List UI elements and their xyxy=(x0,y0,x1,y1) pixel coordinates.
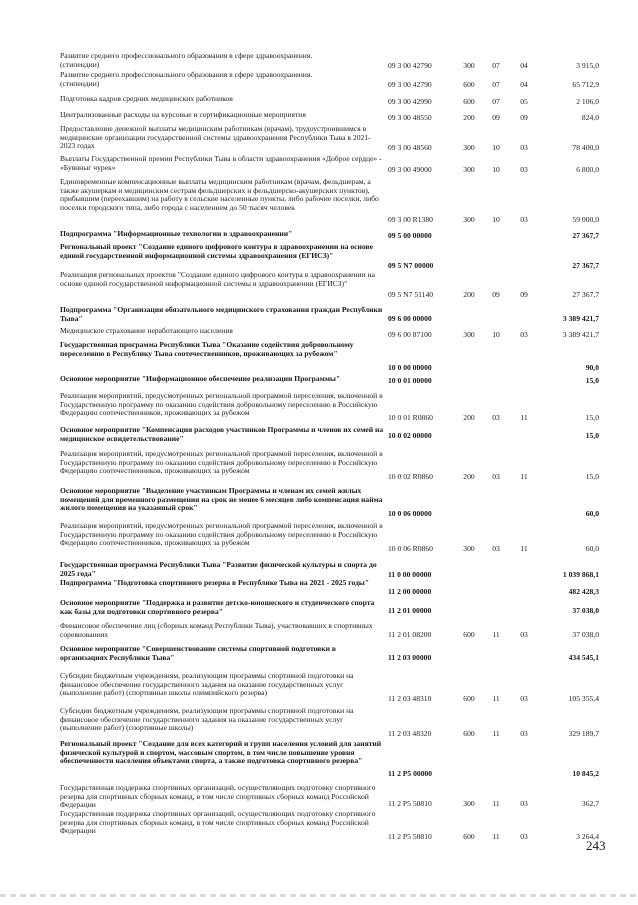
row-expense-type: 200 xyxy=(463,472,475,481)
row-description: Региональный проект "Создание для всех категорий и групп населения условий для занятий физической культурой и спортом, массовым спортом, в том числе повышение уровня обеспеченности населения объектами спорта, а также подготовка спортивного резерва" xyxy=(60,739,382,766)
row-section-code: 09 xyxy=(492,290,500,299)
row-target-code: 11 2 P5 50810 xyxy=(388,799,432,808)
row-amount: 27 367,7 xyxy=(572,290,599,299)
row-description: Основное мероприятие "Совершенствование системы спортивной подготовки в организациях Республики Тыва" xyxy=(60,644,337,662)
row-target-code: 11 2 P5 50810 xyxy=(388,832,432,841)
row-target-code: 10 0 06 R0860 xyxy=(388,544,433,553)
row-expense-type: 600 xyxy=(463,97,475,106)
row-expense-type: 200 xyxy=(463,413,475,422)
row-section-code: 03 xyxy=(492,413,500,422)
row-amount: 90,0 xyxy=(585,363,599,372)
row-section-code: 03 xyxy=(492,472,500,481)
row-amount: 15,0 xyxy=(585,431,599,440)
row-target-code: 11 2 P5 00000 xyxy=(388,769,433,778)
row-amount: 15,0 xyxy=(585,413,599,422)
row-amount: 3 915,0 xyxy=(576,61,599,70)
row-amount: 434 545,1 xyxy=(568,653,599,662)
row-expense-type: 200 xyxy=(463,113,475,122)
row-target-code: 09 3 00 42790 xyxy=(388,80,432,89)
row-subsection-code: 09 xyxy=(520,113,528,122)
row-expense-type: 600 xyxy=(463,832,475,841)
row-description: Развитие среднего профессионального образования в сфере здравоохранения. (стипендии) xyxy=(60,51,313,69)
row-amount: 2 106,0 xyxy=(576,97,599,106)
row-target-code: 11 2 01 00000 xyxy=(388,606,432,615)
row-subsection-code: 03 xyxy=(520,799,528,808)
row-subsection-code: 11 xyxy=(520,472,528,481)
row-subsection-code: 03 xyxy=(520,215,528,224)
row-amount: 482 428,3 xyxy=(568,587,599,596)
row-expense-type: 300 xyxy=(463,165,475,174)
row-description: Подпрограмма "Информационные технологии в здравоохранении" xyxy=(60,229,293,238)
row-amount: 37 038,0 xyxy=(572,630,599,639)
row-amount: 15,0 xyxy=(585,376,599,385)
row-amount: 60,0 xyxy=(585,544,599,553)
row-description: Предоставление денежной выплаты медицинским работникам (врачам), трудоустроившимся в медицинские организации государственной системы здравоохранения Республики Тыва в 2021-2023 годах xyxy=(60,124,371,151)
row-description: Реализация региональных проектов "Создание единого цифрового контура в здравоохранении на основе единой государственной информационной системы в здравоохранении (ЕГИСЗ)" xyxy=(60,270,375,288)
row-subsection-code: 03 xyxy=(520,729,528,738)
row-description: Основное мероприятие "Выделение участникам Программы и членам их семей жилых помещений для временного размещения на срок не менее 6 месяцев либо компенсация найма жилого помещения на указанный срок" xyxy=(60,486,383,513)
row-subsection-code: 09 xyxy=(520,290,528,299)
row-description: Подпрограмма "Подготовка спортивного резерва в Республике Тыва на 2021 - 2025 годы" xyxy=(60,578,370,587)
row-target-code: 09 5 N7 51140 xyxy=(388,290,434,299)
row-expense-type: 300 xyxy=(463,544,475,553)
row-amount: 59 000,0 xyxy=(572,215,599,224)
row-description: Государственная программа Республики Тыва "Оказание содействия добровольному переселению в Республику Тыва соотечественников, проживающих за рубежом" xyxy=(60,340,354,358)
row-expense-type: 600 xyxy=(463,694,475,703)
row-amount: 10 845,2 xyxy=(572,769,599,778)
row-section-code: 07 xyxy=(492,97,500,106)
row-amount: 362,7 xyxy=(581,799,599,808)
scan-edge-artifact xyxy=(0,894,638,897)
row-section-code: 11 xyxy=(492,799,500,808)
row-section-code: 11 xyxy=(492,832,500,841)
row-description: Финансовое обеспечение лиц (сборных команд Республики Тыва), участвовавших в спортивных соревнованиях xyxy=(60,621,373,639)
row-description: Субсидии бюджетным учреждениям, реализующим программы спортивной подготовки на финансовое обеспечение государственного задания на оказание государственных услуг (выполнение работ) (спортивные школы олимпийского резерва) xyxy=(60,671,354,698)
row-description: Государственная поддержка спортивных организаций, осуществляющих подготовку спортивного резерва для спортивных сборных команд, в том числе спортивных сборных команд Российской Федерации xyxy=(60,783,376,810)
row-description: Выплаты Государственной премии Республики Тыва в области здравоохранения «Доброе сердце» - «Буянныг чурек» xyxy=(60,154,382,172)
row-section-code: 11 xyxy=(492,694,500,703)
row-amount: 824,0 xyxy=(581,113,599,122)
row-target-code: 09 6 00 00000 xyxy=(388,314,432,323)
row-amount: 329 189,7 xyxy=(568,729,599,738)
row-description: Основное мероприятие "Информационное обеспечение реализации Программы" xyxy=(60,374,341,383)
row-amount: 27 367,7 xyxy=(572,231,599,240)
row-expense-type: 300 xyxy=(463,61,475,70)
row-target-code: 09 3 00 48560 xyxy=(388,143,432,152)
row-target-code: 11 2 03 48320 xyxy=(388,729,432,738)
row-amount: 27 367,7 xyxy=(572,261,599,270)
row-section-code: 07 xyxy=(492,61,500,70)
row-target-code: 10 0 00 00000 xyxy=(388,363,432,372)
row-description: Государственная поддержка спортивных организаций, осуществляющих подготовку спортивного резерва для спортивных сборных команд, в том числе спортивных сборных команд Российской Федерации xyxy=(60,809,376,836)
row-section-code: 11 xyxy=(492,630,500,639)
row-description: Основное мероприятие "Поддержка и развитие детско-юношеского и студенческого спорта как базы для подготовки спортивного резерва" xyxy=(60,598,375,616)
row-target-code: 11 2 01 08200 xyxy=(388,630,432,639)
row-subsection-code: 05 xyxy=(520,97,528,106)
row-target-code: 09 3 00 42790 xyxy=(388,61,432,70)
row-description: Региональный проект "Создание единого цифрового контура в здравоохранении на основе единой государственной информационной системы здравоохранения (ЕГИСЗ)" xyxy=(60,242,374,260)
row-description: Централизованные расходы на курсовые и сертификационные мероприятия xyxy=(60,110,306,119)
row-description: Развитие среднего профессионального образования в сфере здравоохранения. (стипендии) xyxy=(60,70,313,88)
row-amount: 3 389 421,7 xyxy=(562,330,599,339)
row-target-code: 09 3 00 42990 xyxy=(388,97,432,106)
row-amount: 3 389 421,7 xyxy=(562,314,599,323)
row-description: Государственная программа Республики Тыва "Развитие физической культуры и спорта до 2025 года" xyxy=(60,560,377,578)
row-subsection-code: 03 xyxy=(520,165,528,174)
row-subsection-code: 11 xyxy=(520,413,528,422)
row-description: Подготовка кадров средних медицинских работников xyxy=(60,94,233,103)
row-description: Единовременные компенсационные выплаты медицинским работникам (врачам, фельдшерам, а также акушеркам и медицинским сестрам фельдшерских и фельдшерско-акушерских пунктов), прибывшим (переехавшим) на работу в сельские населенные пункты, либо рабочие поселки, либо поселки городского типа, либо города с населением до 50 тысяч человек xyxy=(60,177,379,212)
row-expense-type: 200 xyxy=(463,290,475,299)
row-amount: 37 038,0 xyxy=(572,606,599,615)
row-description: Реализация мероприятий, предусмотренных региональной программой переселения, включенной в Государственную программу по оказанию содействия добровольному переселению в Российскую Федерацию соотечественников, проживающих за рубежом xyxy=(60,391,383,418)
row-subsection-code: 04 xyxy=(520,80,528,89)
row-subsection-code: 03 xyxy=(520,330,528,339)
row-target-code: 09 3 00 48550 xyxy=(388,113,432,122)
row-amount: 105 355,4 xyxy=(568,694,599,703)
row-subsection-code: 03 xyxy=(520,143,528,152)
row-amount: 1 039 868,1 xyxy=(562,570,599,579)
row-section-code: 10 xyxy=(492,330,500,339)
row-expense-type: 300 xyxy=(463,330,475,339)
row-amount: 60,0 xyxy=(585,509,599,518)
row-subsection-code: 03 xyxy=(520,832,528,841)
row-amount: 78 400,0 xyxy=(572,143,599,152)
page-number: 243 xyxy=(586,838,606,853)
row-target-code: 10 0 06 00000 xyxy=(388,509,432,518)
row-description: Субсидии бюджетным учреждениям, реализующим программы спортивной подготовки на финансовое обеспечение государственного задания на оказание государственных услуг (выполнение работ) (спортивные школы) xyxy=(60,706,354,733)
row-description: Реализация мероприятий, предусмотренных региональной программой переселения, включенной в Государственную программу по оказанию содействия добровольному переселению в Российскую Федерацию соотечественников, проживающих за рубежом xyxy=(60,449,383,476)
row-subsection-code: 04 xyxy=(520,61,528,70)
row-section-code: 11 xyxy=(492,729,500,738)
row-target-code: 10 0 01 R0860 xyxy=(388,413,433,422)
row-section-code: 07 xyxy=(492,80,500,89)
row-description: Подпрограмма "Организация обязательного медицинского страхования граждан Республики Тыва" xyxy=(60,305,383,323)
row-subsection-code: 11 xyxy=(520,544,528,553)
row-target-code: 10 0 01 00000 xyxy=(388,376,432,385)
row-description: Реализация мероприятий, предусмотренных региональной программой переселения, включенной в Государственную программу по оказанию содействия добровольному переселению в Российскую Федерацию соотечественников, проживающих за рубежом xyxy=(60,521,383,548)
row-target-code: 10 0 02 00000 xyxy=(388,431,432,440)
row-expense-type: 600 xyxy=(463,729,475,738)
row-subsection-code: 03 xyxy=(520,630,528,639)
row-expense-type: 600 xyxy=(463,630,475,639)
row-expense-type: 600 xyxy=(463,80,475,89)
row-expense-type: 300 xyxy=(463,215,475,224)
row-target-code: 10 0 02 R0860 xyxy=(388,472,433,481)
row-amount: 15,0 xyxy=(585,472,599,481)
row-description: Основное мероприятие "Компенсация расходов участников Программы и членов их семей на медицинское освидетельствование" xyxy=(60,425,384,443)
row-section-code: 03 xyxy=(492,544,500,553)
row-target-code: 09 3 00 R1380 xyxy=(388,215,433,224)
row-section-code: 10 xyxy=(492,143,500,152)
row-subsection-code: 03 xyxy=(520,694,528,703)
row-target-code: 09 6 00 87100 xyxy=(388,330,432,339)
row-section-code: 10 xyxy=(492,215,500,224)
row-target-code: 11 0 00 00000 xyxy=(388,570,432,579)
row-amount: 6 800,0 xyxy=(576,165,599,174)
row-expense-type: 300 xyxy=(463,799,475,808)
row-target-code: 11 2 00 00000 xyxy=(388,587,432,596)
row-amount: 3 264,4 xyxy=(576,832,599,841)
row-target-code: 11 2 03 00000 xyxy=(388,653,432,662)
row-section-code: 09 xyxy=(492,113,500,122)
row-target-code: 09 5 N7 00000 xyxy=(388,261,434,270)
row-amount: 65 712,9 xyxy=(572,80,599,89)
row-target-code: 09 5 00 00000 xyxy=(388,231,432,240)
row-target-code: 11 2 03 48310 xyxy=(388,694,432,703)
row-expense-type: 300 xyxy=(463,143,475,152)
row-target-code: 09 3 00 49000 xyxy=(388,165,432,174)
row-description: Медицинское страхование неработающего населения xyxy=(60,326,233,335)
row-section-code: 10 xyxy=(492,165,500,174)
